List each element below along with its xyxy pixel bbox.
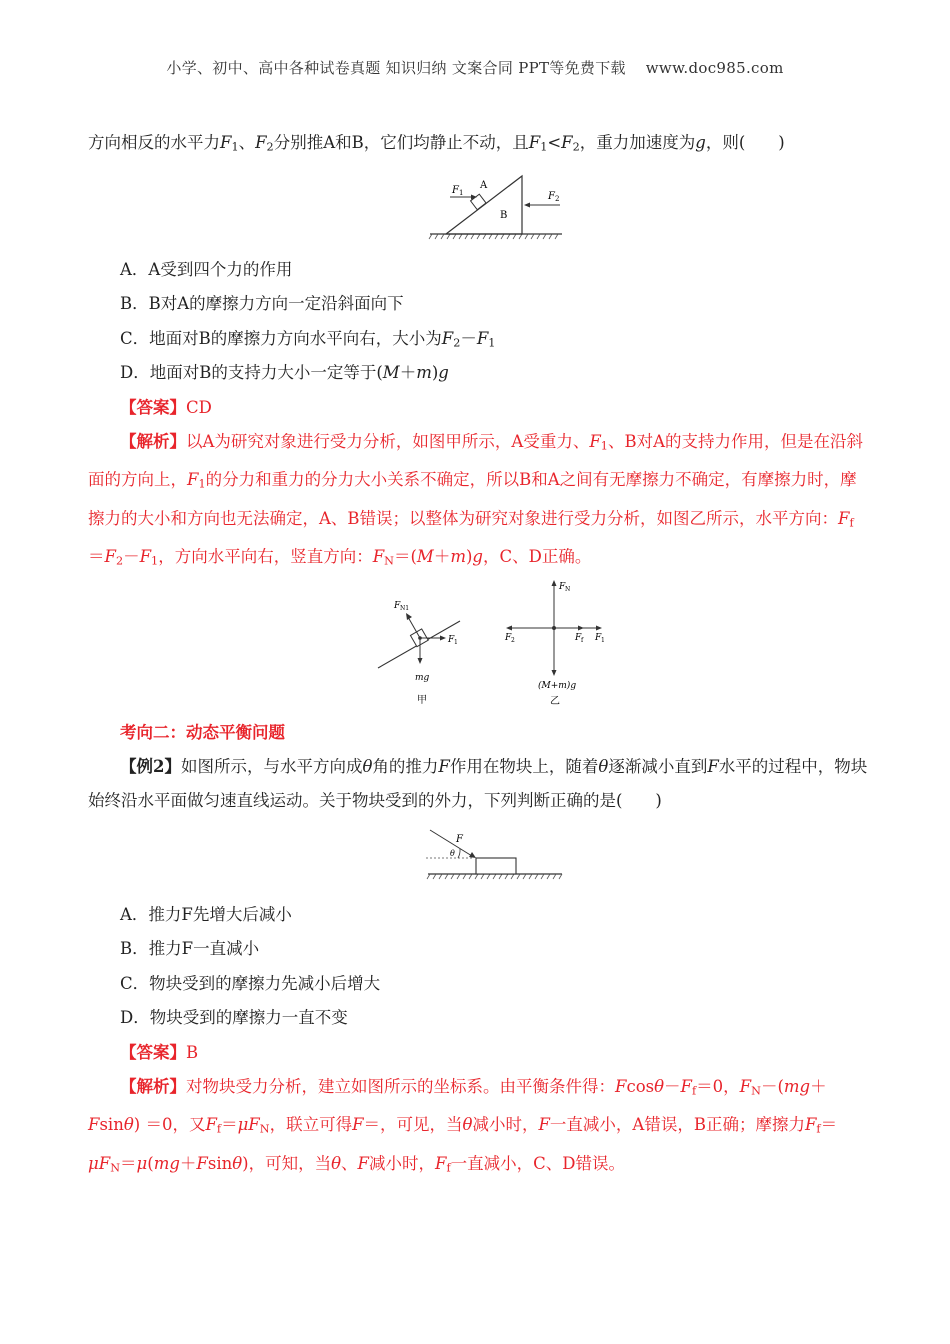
svg-text:F: F	[394, 601, 401, 611]
svg-text:1: 1	[601, 637, 605, 644]
page-header	[0, 57, 950, 78]
q2-stem: 【例2】如图所示，与水平方向成θ角的推力F作用在物块上，随着θ逐渐减小直到F水平的过程中，物块始终沿水平面做匀速直线运动。关于物块受到的外力，下列判断正确的是( )	[88, 757, 868, 810]
q1-figure-yi	[498, 572, 618, 708]
q1-analysis: 【解析】以A为研究对象进行受力分析，如图甲所示，A受重力、$F_1$、B对A的支持力作用，但是在沿斜面的方向上，$F_1$的分力和重力的分力大小关系不确定，所以B和A之间有无摩擦力不确定，有摩擦力时，摩擦力的大小和方向也无法确定，A、B错误；以整体为研究对象进行受力分析，如图乙所示，水平方向：$F_f=F_2-F_1$，方向水平向右，竖直方向：$F_N=(M+m)g$，C、D正确。	[88, 432, 863, 568]
q1-stem: 方向相反的水平力$F_1$、$F_2$分别推A和B，它们均静止不动，且$F_1<F_2$，重力加速度为g，则( )	[88, 133, 785, 154]
svg-text:2: 2	[511, 637, 515, 644]
q1-option-b: B．B对A的摩擦力方向一定沿斜面向下	[120, 294, 404, 313]
svg-text:乙: 乙	[550, 696, 560, 707]
svg-text:B: B	[500, 210, 508, 221]
svg-text:mg: mg	[415, 673, 430, 683]
section2-title: 考向二：动态平衡问题	[120, 723, 285, 742]
q2-option-d: D．物块受到的摩擦力一直不变	[120, 1008, 348, 1027]
q2-answer: 【答案】B	[120, 1043, 199, 1062]
svg-text:(M+m)g: (M+m)g	[538, 681, 577, 691]
q2-option-b: B．推力F一直减小	[120, 939, 260, 958]
svg-text:F: F	[575, 633, 582, 643]
q2-option-c: C．物块受到的摩擦力先减小后增大	[120, 974, 381, 993]
svg-text:F: F	[595, 633, 602, 643]
header-site-text: 小学、初中、高中各种试卷真题 知识归纳 文案合同 PPT等免费下载	[166, 59, 626, 77]
q1-incline-figure	[420, 170, 570, 242]
svg-text:1: 1	[459, 189, 464, 197]
svg-text:N1: N1	[400, 605, 410, 612]
q2-option-a: A．推力F先增大后减小	[120, 905, 292, 924]
svg-text:f: f	[581, 637, 584, 644]
svg-text:F: F	[448, 635, 455, 645]
q1-answer: 【答案】CD	[120, 398, 212, 417]
header-url[interactable]: www.doc985.com	[645, 59, 784, 77]
svg-text:A: A	[480, 180, 488, 191]
svg-text:甲: 甲	[417, 695, 427, 706]
q1-option-d: D．地面对B的支持力大小一定等于(M＋m)g	[120, 363, 449, 382]
q2-block-figure	[420, 826, 570, 884]
svg-text:N: N	[565, 586, 571, 593]
svg-text:F: F	[559, 582, 566, 592]
svg-text:F: F	[548, 191, 555, 202]
svg-text:2: 2	[555, 195, 560, 203]
q2-analysis: 【解析】对物块受力分析，建立如图所示的坐标系。由平衡条件得：$Fcos\theta-F_f=0$，$F_N-(mg+Fsin\theta) =0$，又$F_f=\mu F_N$，联立可得F＝，可见，当θ减小时，F一直减小，A错误，B正确；摩擦力$F_f=\mu F_N=\mu(mg+Fsin\theta)$，可知，当θ、F减小时，$F_f$一直减小，C、D错误。	[88, 1077, 838, 1175]
svg-text:1: 1	[454, 639, 458, 646]
q1-option-c: C．地面对B的摩擦力方向水平向右，大小为$F_2-F_1$	[120, 329, 496, 350]
svg-text:F: F	[505, 633, 512, 643]
q1-figure-jia	[372, 590, 472, 708]
svg-text:F: F	[456, 834, 463, 845]
block	[476, 858, 516, 874]
svg-text:θ: θ	[450, 849, 455, 858]
svg-text:F: F	[452, 185, 459, 196]
q1-option-a: A．A受到四个力的作用	[120, 260, 293, 279]
